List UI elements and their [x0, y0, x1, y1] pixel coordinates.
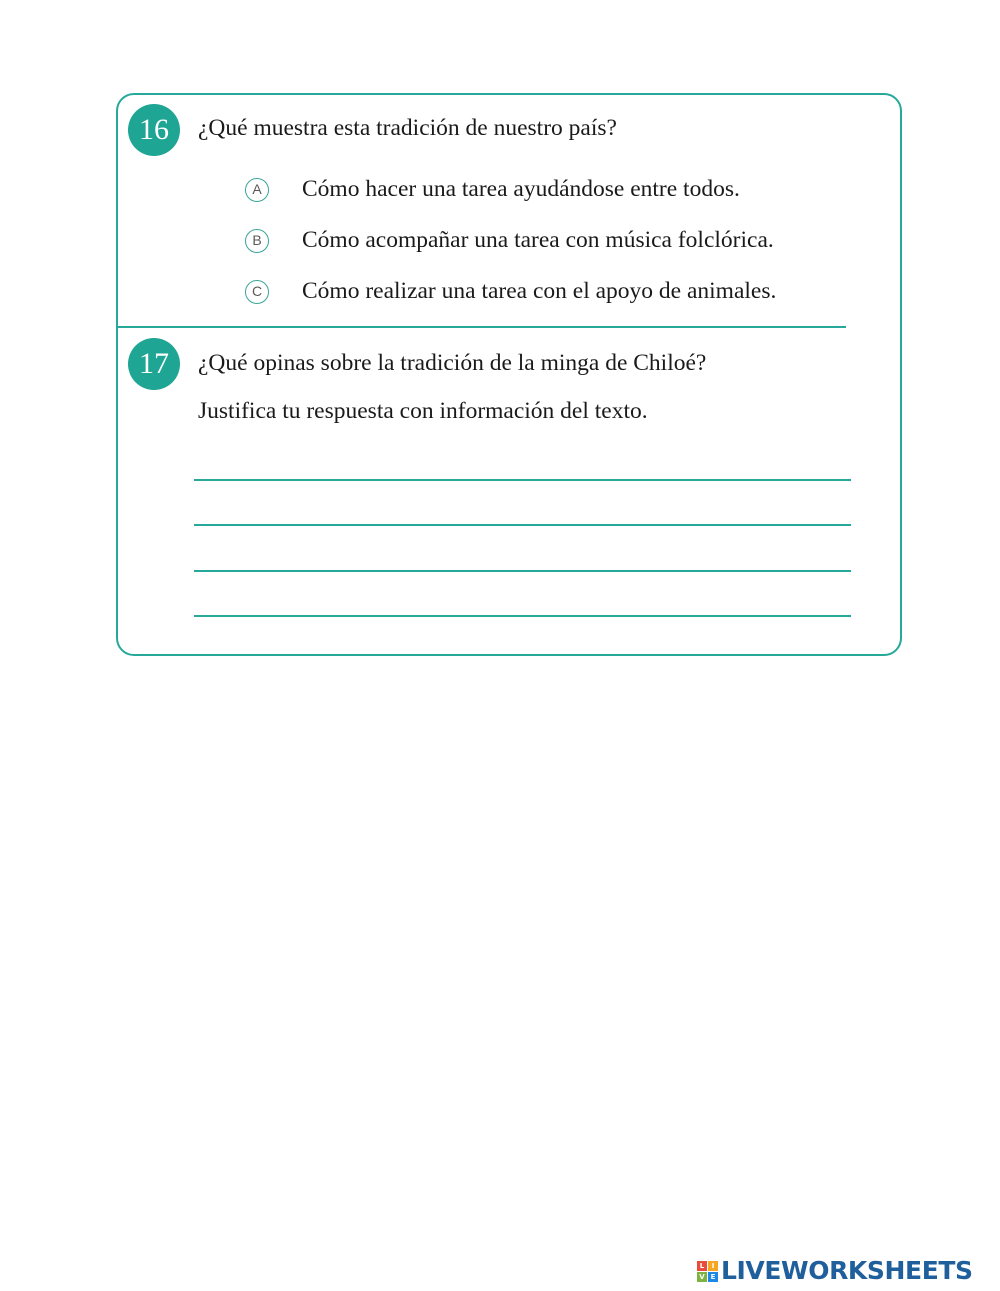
answer-line-1[interactable] — [194, 479, 851, 481]
question-16-number-badge: 16 — [128, 104, 180, 156]
answer-line-4[interactable] — [194, 615, 851, 617]
liveworksheets-wordmark: LIVEWORKSHEETS — [721, 1256, 973, 1285]
answer-line-3[interactable] — [194, 570, 851, 572]
answer-line-2[interactable] — [194, 524, 851, 526]
option-a-radio[interactable]: A — [245, 178, 269, 202]
question-17-prompt: ¿Qué opinas sobre la tradición de la minga de Chiloé? — [198, 350, 707, 376]
liveworksheets-brand — [697, 1256, 973, 1286]
question-16-prompt: ¿Qué muestra esta tradición de nuestro país? — [198, 115, 617, 141]
question-divider — [116, 326, 846, 328]
option-a-text: Cómo hacer una tarea ayudándose entre todos. — [302, 176, 740, 202]
question-17-instruction: Justifica tu respuesta con información del texto. — [198, 398, 648, 424]
option-b-text: Cómo acompañar una tarea con música folclórica. — [302, 227, 774, 253]
option-c-radio[interactable]: C — [245, 280, 269, 304]
liveworksheets-logo-icon — [697, 1261, 718, 1282]
logo-letter-i: I — [708, 1261, 718, 1271]
logo-letter-v: V — [697, 1272, 707, 1282]
option-b-radio[interactable]: B — [245, 229, 269, 253]
option-c-text: Cómo realizar una tarea con el apoyo de animales. — [302, 278, 777, 304]
logo-letter-l: L — [697, 1261, 707, 1271]
question-17-number-badge: 17 — [128, 338, 180, 390]
logo-letter-e: E — [708, 1272, 718, 1282]
